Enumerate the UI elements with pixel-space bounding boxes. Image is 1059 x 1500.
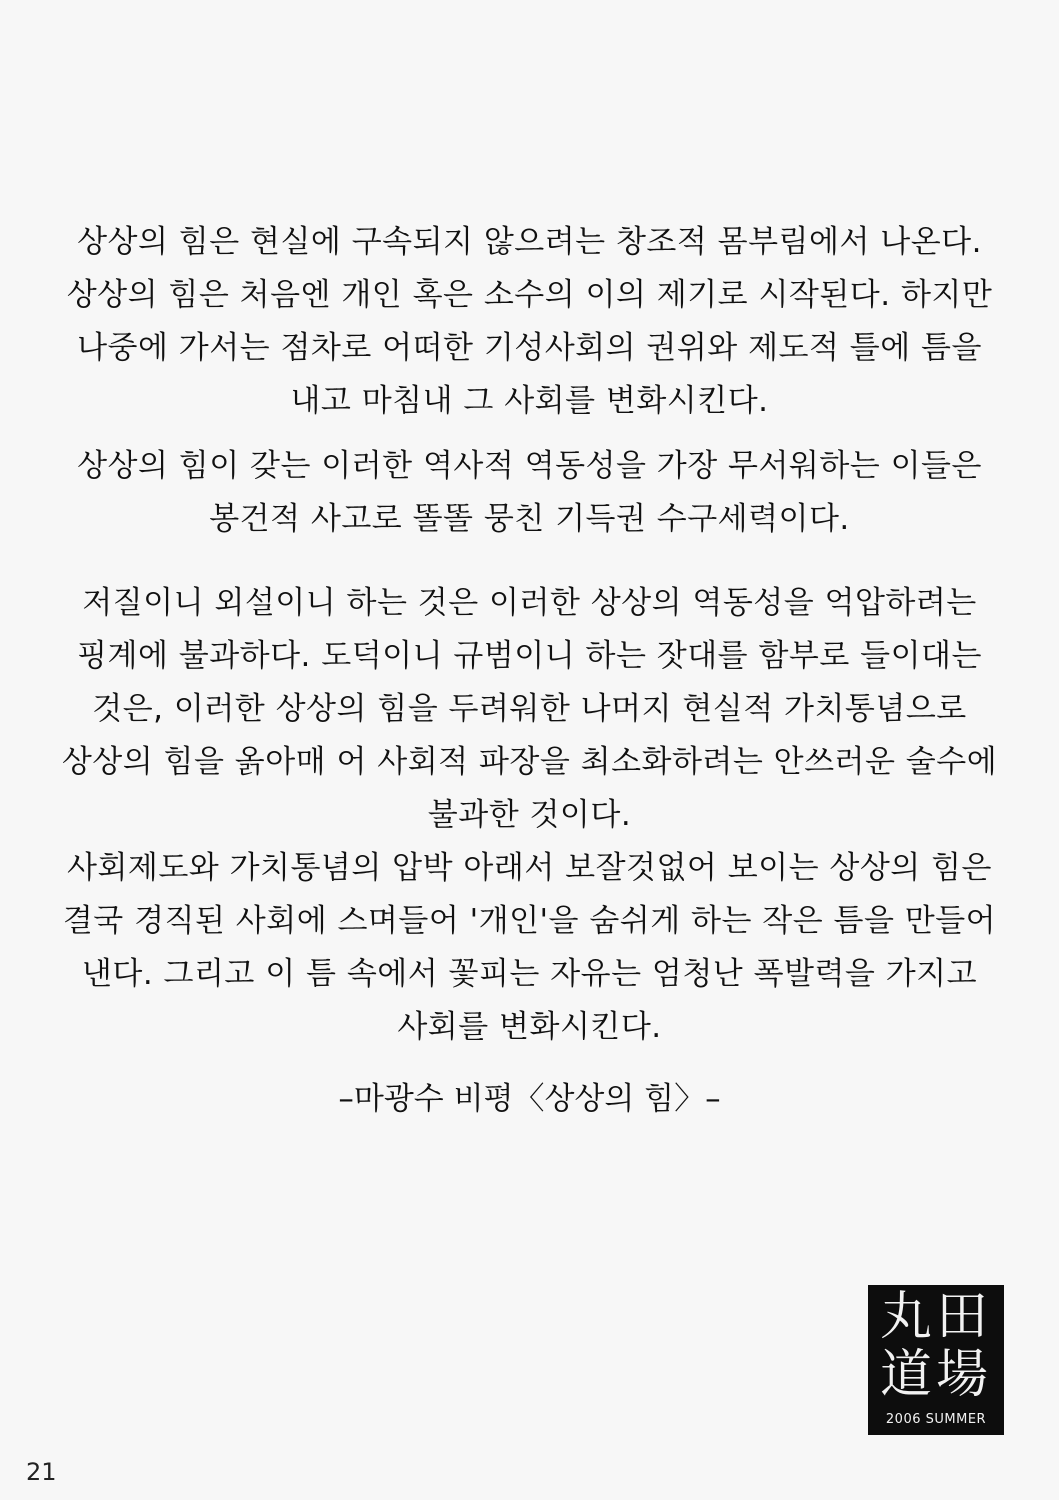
paragraph-1	[40, 216, 1019, 428]
paragraph-2	[40, 440, 1019, 546]
paragraph-line: 저질이니 외설이니 하는 것은 이러한 상상의 역동성을 억압하려는	[82, 585, 977, 621]
paragraph-line: 불과한 것이다.	[427, 797, 632, 833]
paragraph-line: 상상의 힘을 옭아매 어 사회적 파장을 최소화하려는 안쓰러운 술수에	[61, 744, 998, 780]
paragraph-line: 내고 마침내 그 사회를 변화시킨다.	[290, 383, 769, 419]
paragraph-3	[40, 577, 1019, 842]
paragraph-line: 상상의 힘은 처음엔 개인 혹은 소수의 이의 제기로 시작된다. 하지만	[66, 277, 993, 313]
paragraph-line: 것은, 이러한 상상의 힘을 두려워한 나머지 현실적 가치통념으로	[92, 691, 967, 727]
paragraph-line: 상상의 힘은 현실에 구속되지 않으려는 창조적 몸부림에서 나온다.	[77, 224, 982, 260]
paragraph-line: 결국 경직된 사회에 스며들어 '개인'을 숨쉬게 하는 작은 틈을 만들어	[62, 903, 997, 939]
paragraph-line: 나중에 가서는 점차로 어떠한 기성사회의 권위와 제도적 틀에 틈을	[77, 330, 982, 366]
logo-text-row2: 道場	[879, 1345, 992, 1405]
paragraph-line: 봉건적 사고로 똘똘 뭉친 기득권 수구세력이다.	[209, 501, 850, 537]
citation: –마광수 비평〈상상의 힘〉–	[338, 1081, 721, 1117]
logo-subtitle: 2006 SUMMER	[885, 1412, 987, 1427]
page-number: 21	[26, 1458, 57, 1486]
paragraph-line: 상상의 힘이 갖는 이러한 역사적 역동성을 가장 무서워하는 이들은	[77, 448, 982, 484]
paragraph-line: 사회제도와 가치통념의 압박 아래서 보잘것없어 보이는 상상의 힘은	[67, 850, 992, 886]
logo-text-row1: 丸田	[879, 1287, 992, 1347]
paragraph-4	[40, 842, 1019, 1054]
paragraph-line: 낸다. 그리고 이 틈 속에서 꽃피는 자유는 엄청난 폭발력을 가지고	[81, 956, 978, 992]
paragraph-line: 핑계에 불과하다. 도덕이니 규범이니 하는 잣대를 함부로 들이대는	[77, 638, 982, 674]
circle-logo	[868, 1285, 1004, 1435]
paragraph-line: 사회를 변화시킨다.	[397, 1009, 662, 1045]
